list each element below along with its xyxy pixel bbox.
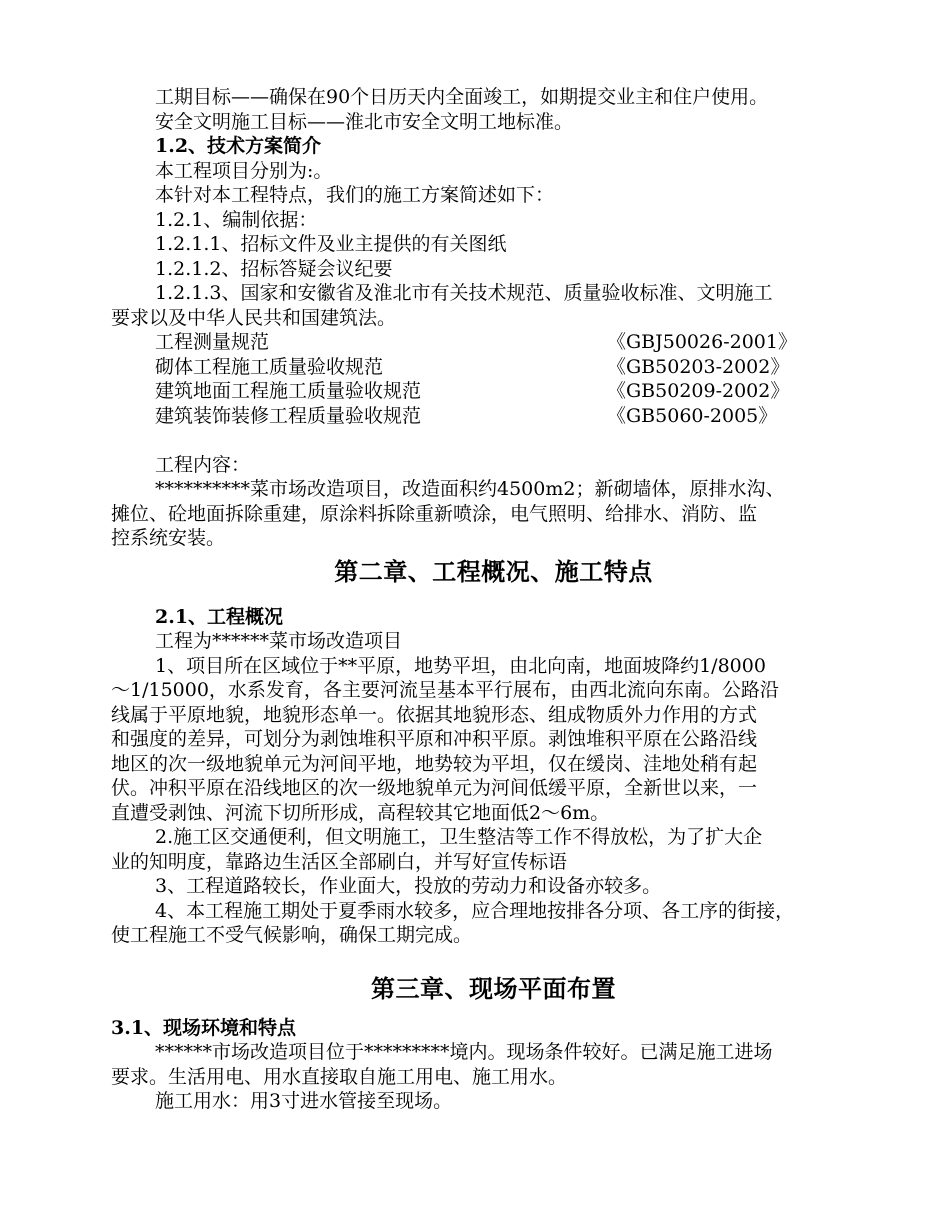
spacer — [111, 593, 876, 605]
paragraph-line: 线属于平原地貌，地貌形态单一。依据其地貌形态、组成物质外力作用的方式 — [111, 703, 758, 726]
basis-item: 1.2.1.3、国家和安徽省及淮北市有关技术规范、质量验收标准、文明施工 — [155, 282, 773, 304]
safety-goal: 安全文明施工目标——淮北市安全文明工地标准。 — [155, 110, 574, 133]
paragraph: 本工程项目分别为:。 — [155, 159, 333, 182]
section-heading-2-1: 2.1、工程概况 — [155, 605, 284, 628]
paragraph-line: 施工用水：用3寸进水管接至现场。 — [155, 1090, 453, 1112]
paragraph-line: 业的知明度，靠路边生活区全部刷白，并写好宣传标语 — [111, 850, 568, 873]
standards-list — [111, 330, 876, 428]
spacer — [111, 428, 876, 453]
standard-code: 《GB5060-2005》 — [607, 404, 778, 427]
paragraph-line: ～1/15000，水系发育，各主要河流呈基本平行展布，由西北流向东南。公路沿 — [111, 679, 779, 701]
paragraph-line: 4、本工程施工期处于夏季雨水较多，应合理地按排各分项、各工序的街接， — [155, 899, 795, 922]
paragraph-line: 和强度的差异，可划分为剥蚀堆积平原和冲积平原。剥蚀堆积平原在公路沿线 — [111, 728, 758, 750]
basis-item-continuation: 要求以及中华人民共和国建筑法。 — [111, 306, 397, 329]
chapter-2-title: 第二章、工程概况、施工特点 — [334, 556, 653, 586]
standard-name: 建筑装饰装修工程质量验收规范 — [155, 404, 422, 427]
content-line: 摊位、砼地面拆除重建，原涂料拆除重新喷涂，电气照明、给排水、消防、监 — [111, 502, 758, 525]
content-line: 控系统安装。 — [111, 527, 226, 549]
standard-name: 工程测量规范 — [155, 331, 270, 353]
spacer — [111, 948, 876, 968]
content-line: **********菜市场改造项目，改造面积约4500m2；新砌墙体，原排水沟、 — [155, 478, 785, 500]
paragraph-line: 3、工程道路较长，作业面大，投放的劳动力和设备亦较多。 — [155, 875, 662, 897]
standard-code: 《GB50203-2002》 — [607, 355, 790, 378]
standard-row — [111, 379, 876, 404]
standard-code: 《GB50209-2002》 — [607, 380, 790, 402]
paragraph-line: 地区的次一级地貌单元为河间平地，地势较为平坦，仅在缓岗、洼地处稍有起 — [111, 752, 758, 775]
standard-code: 《GBJ50026-2001》 — [607, 331, 797, 353]
paragraph: 本针对本工程特点，我们的施工方案简述如下： — [155, 184, 555, 206]
document-page — [111, 85, 876, 1114]
paragraph-line: ******市场改造项目位于*********境内。现场条件较好。已满足施工进场 — [155, 1041, 773, 1063]
standard-row — [111, 330, 876, 355]
paragraph-line: 1、项目所在区域位于**平原，地势平坦，由北向南，地面坡降约1/8000 — [155, 654, 766, 677]
paragraph: 工程为******菜市场改造项目 — [155, 630, 403, 652]
paragraph-line: 2.施工区交通便利，但文明施工，卫生整洁等工作不得放松，为了扩大企 — [155, 826, 763, 848]
basis-item: 1.2.1.2、招标答疑会议纪要 — [155, 257, 393, 280]
standard-row — [111, 404, 876, 429]
paragraph-line: 伏。冲积平原在沿线地区的次一级地貌单元为河间低缓平原，全新世以来，一 — [111, 777, 758, 799]
schedule-goal: 工期目标——确保在90个日历天内全面竣工，如期提交业主和住户使用。 — [155, 86, 769, 108]
basis-item: 1.2.1.1、招标文件及业主提供的有关图纸 — [155, 233, 507, 255]
paragraph-line: 使工程施工不受气候影响，确保工期完成。 — [111, 924, 473, 946]
paragraph-line: 直遭受剥蚀、河流下切所形成，高程较其它地面低2～6m。 — [111, 801, 610, 824]
section-heading-3-1: 3.1、现场环境和特点 — [111, 1016, 297, 1039]
section-heading-1-2: 1.2、技术方案简介 — [155, 135, 322, 157]
standard-name: 建筑地面工程施工质量验收规范 — [155, 380, 422, 402]
subsection-heading-1-2-1: 1.2.1、编制依据： — [155, 208, 318, 231]
chapter-3-title: 第三章、现场平面布置 — [371, 973, 616, 1003]
standard-name: 砌体工程施工质量验收规范 — [155, 355, 384, 378]
paragraph-line: 要求。生活用电、用水直接取自施工用电、施工用水。 — [111, 1065, 568, 1088]
content-label: 工程内容： — [155, 453, 251, 476]
standard-row — [111, 355, 876, 380]
